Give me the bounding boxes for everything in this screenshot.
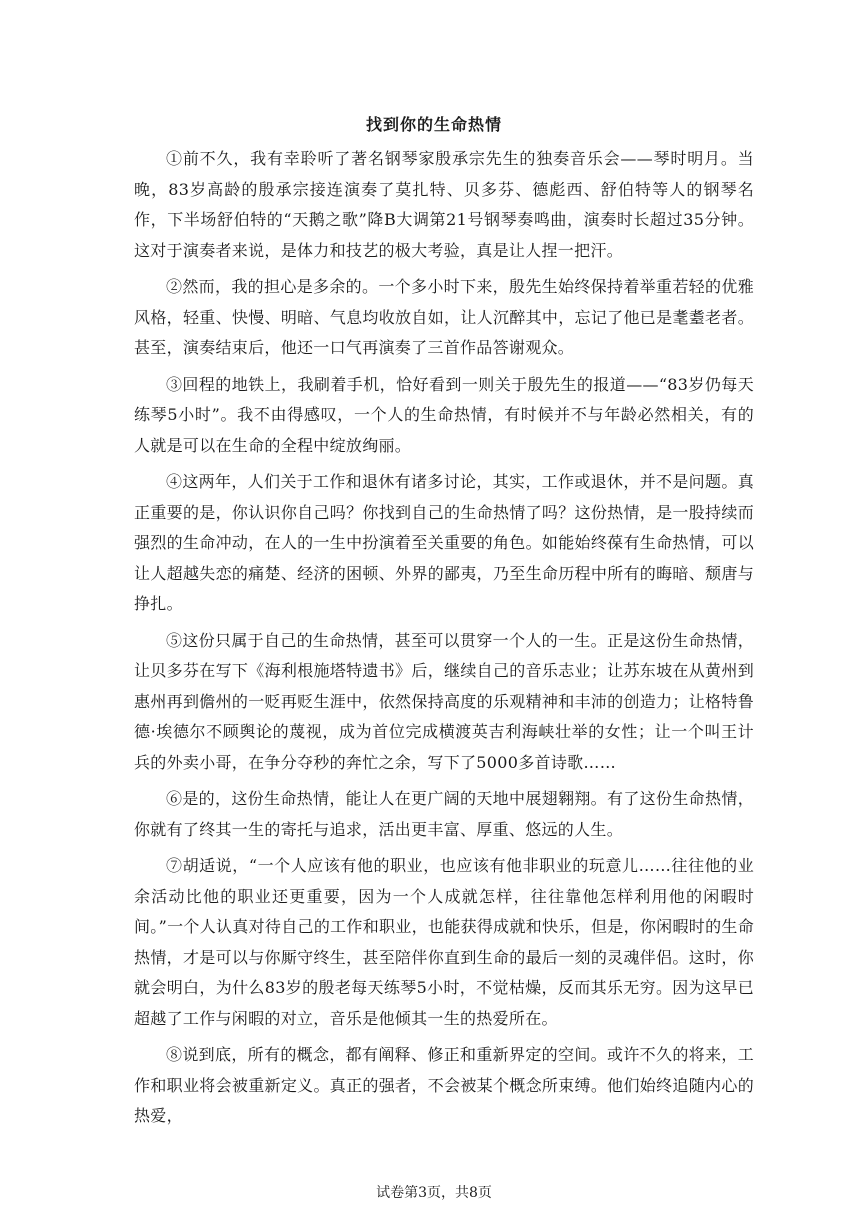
paragraph-8: ⑧说到底，所有的概念，都有阐释、修正和重新界定的空间。或许不久的将来，工作和职业将会被重新定义。真正的强者，不会被某个概念所束缚。他们始终追随内心的热爱， [134, 1045, 754, 1125]
paragraph-1: ①前不久，我有幸聆听了著名钢琴家殷承宗先生的独奏音乐会——琴时明月。当晚，83岁高龄的殷承宗接连演奏了莫扎特、贝多芬、德彪西、舒伯特等人的钢琴名作，下半场舒伯特的“天鹅之歌”降B大调第21号钢琴奏鸣曲，演奏时长超过35分钟。这对于演奏者来说，是体力和技艺的极大考验，真是让人捏一把汗。 [134, 149, 754, 260]
paragraph-3: ③回程的地铁上，我刷着手机，恰好看到一则关于殷先生的报道——“83岁仍每天练琴5小时”。我不由得感叹，一个人的生命热情，有时候并不与年龄必然相关，有的人就是可以在生命的全程中绽放绚丽。 [134, 374, 754, 455]
paragraph-7: ⑦胡适说，“一个人应该有他的职业，也应该有他非职业的玩意儿……往往他的业余活动比他的职业还更重要，因为一个人成就怎样，往往靠他怎样利用他的闲暇时间。”一个人认真对待自己的工作和职业，也能获得成就和快乐，但是，你闲暇时的生命热情，才是可以与你厮守终生，甚至陪伴你直到生命的最后一刻的灵魂伴侣。这时，你就会明白，为什么83岁的殷老每天练琴5小时，不觉枯燥，反而其乐无穷。因为这早已超越了工作与闲暇的对立，音乐是他倾其一生的热爱所在。 [134, 856, 754, 1028]
page-footer: 试卷第3页，共8页 [376, 1185, 492, 1201]
paragraph-5: ⑤这份只属于自己的生命热情，甚至可以贯穿一个人的一生。正是这份生命热情，让贝多芬在写下《海利根施塔特遗书》后，继续自己的音乐志业；让苏东坡在从黄州到惠州再到儋州的一贬再贬生涯中，依然保持高度的乐观精神和丰沛的创造力；让格特鲁德·埃德尔不顾舆论的蔑视，成为首位完成横渡英吉利海峡壮举的女性；让一个叫王计兵的外卖小哥，在争分夺秒的奔忙之余，写下了5000多首诗歌…… [134, 630, 754, 772]
article-body [134, 144, 754, 1138]
paragraph-2: ②然而，我的担心是多余的。一个多小时下来，殷先生始终保持着举重若轻的优雅风格，轻重、快慢、明暗、气息均收放自如，让人沉醉其中，忘记了他已是耄耋老者。甚至，演奏结束后，他还一口气再演奏了三首作品答谢观众。 [134, 277, 754, 357]
paragraph-4: ④这两年，人们关于工作和退休有诸多讨论，其实，工作或退休，并不是问题。真正重要的是，你认识你自己吗？你找到自己的生命热情了吗？这份热情，是一股持续而强烈的生命冲动，在人的一生中扮演着至关重要的角色。如能始终葆有生命热情，可以让人超越失恋的痛楚、经济的困顿、外界的鄙夷，乃至生命历程中所有的晦暗、颓唐与挣扎。 [134, 472, 754, 613]
paragraph-6: ⑥是的，这份生命热情，能让人在更广阔的天地中展翅翱翔。有了这份生命热情，你就有了终其一生的寄托与追求，活出更丰富、厚重、悠远的人生。 [134, 789, 754, 839]
article-title: 找到你的生命热情 [365, 115, 502, 134]
